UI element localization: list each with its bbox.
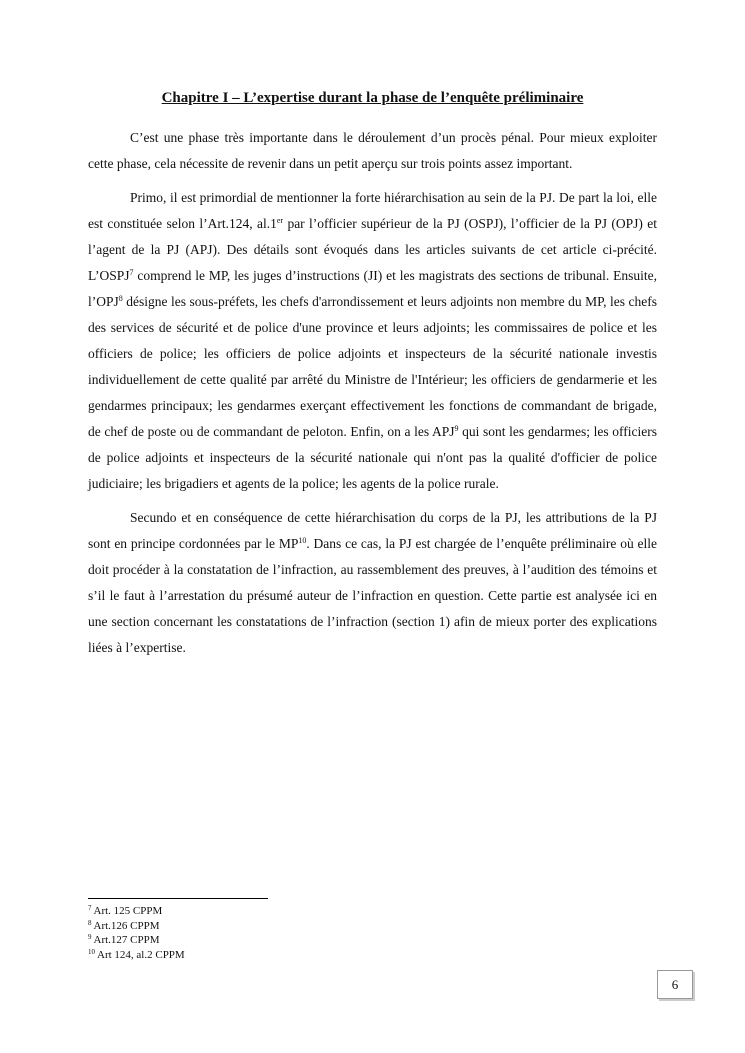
body-text [88, 125, 657, 669]
footnote-ref-9[interactable]: 9 [454, 424, 459, 433]
footnote-7 [88, 904, 185, 919]
text-run: C’est une phase très importante dans le déroulement d’un procès pénal. Pour mieux exploiter cette phase, cela nécessite de revenir dans un petit aperçu sur trois points assez important. [88, 130, 657, 171]
footnote-separator [88, 898, 268, 899]
superscript-er: er [276, 216, 284, 225]
footnote-ref-7[interactable]: 7 [129, 268, 134, 277]
footnote-number: 9 [88, 933, 92, 941]
footnote-8 [88, 919, 185, 934]
footnote-10 [88, 948, 185, 963]
chapter-title: Chapitre I – L’expertise durant la phase de l’enquête préliminaire [161, 90, 584, 106]
text-run: désigne les sous-préfets, les chefs d'arrondissement et leurs adjoints non membre du MP, les chefs des services de sécurité et de police d'une province et leurs adjoints; les commissaires de police et les officiers de police; les officiers de police adjoints et inspecteurs de la sécurité nationale investis individuellement de cette qualité par arrêté du Ministre de l'Intérieur; les officiers de gendarmerie et les gendarmes principaux; les gendarmes exerçant effectivement les fonctions de commandant de brigade, de chef de poste ou de commandant de peloton. Enfin, on a les APJ [88, 294, 657, 439]
footnote-text: Art.126 CPPM [93, 919, 160, 932]
paragraph-secundo [88, 505, 657, 661]
text-run: Primo, il est primordial de mentionner la forte hiérarchisation au sein de la PJ. De part la loi, elle est constituée selon l’Art.124, al.1 [88, 190, 657, 231]
footnote-text: Art. 125 CPPM [93, 905, 163, 917]
footnote-text: Art.127 CPPM [93, 934, 160, 946]
text-run: . Dans ce cas, la PJ est chargée de l’enquête préliminaire où elle doit procéder à la constatation de l’infraction, au rassemblement des preuves, à l’audition des témoins et s’il le faut à l’arrestation du présumé auteur de l’infraction en question. Cette partie est analysée ici en une section concernant les constatations de l’infraction (section 1) afin de mieux porter des explications liées à l’expertise. [88, 536, 657, 655]
footnote-9 [88, 933, 185, 948]
footnotes [88, 904, 185, 962]
text-run: comprend le MP, les juges d’instructions (JI) et les magistrats des sections de tribunal. Ensuite, l’OPJ [88, 268, 657, 309]
page-number: 6 [657, 970, 693, 999]
text-run: Secundo et en conséquence de cette hiérarchisation du corps de la PJ, les attributions de la PJ sont en principe cordonnées par le MP [88, 510, 657, 551]
text-run: qui sont les gendarmes; les officiers de police adjoints et inspecteurs de la sécurité nationale qui n'ont pas la qualité d'officier de police judiciaire; les brigadiers et agents de la police; les agents de la police rurale. [88, 424, 657, 491]
footnote-number: 10 [88, 947, 95, 956]
footnote-ref-10[interactable]: 10 [298, 536, 307, 545]
footnote-number: 8 [88, 918, 92, 927]
paragraph-primo [88, 185, 657, 497]
footnote-number: 7 [88, 904, 92, 912]
footnote-ref-8[interactable]: 8 [118, 294, 123, 303]
footnote-text: Art 124, al.2 CPPM [97, 948, 185, 961]
text-run: par l’officier supérieur de la PJ (OSPJ), l’officier de la PJ (OPJ) et l’agent de la PJ (APJ). Des détails sont évoqués dans les articles suivants de cet article ci-précité. L’OSPJ [88, 216, 657, 283]
paragraph-intro [88, 125, 657, 177]
